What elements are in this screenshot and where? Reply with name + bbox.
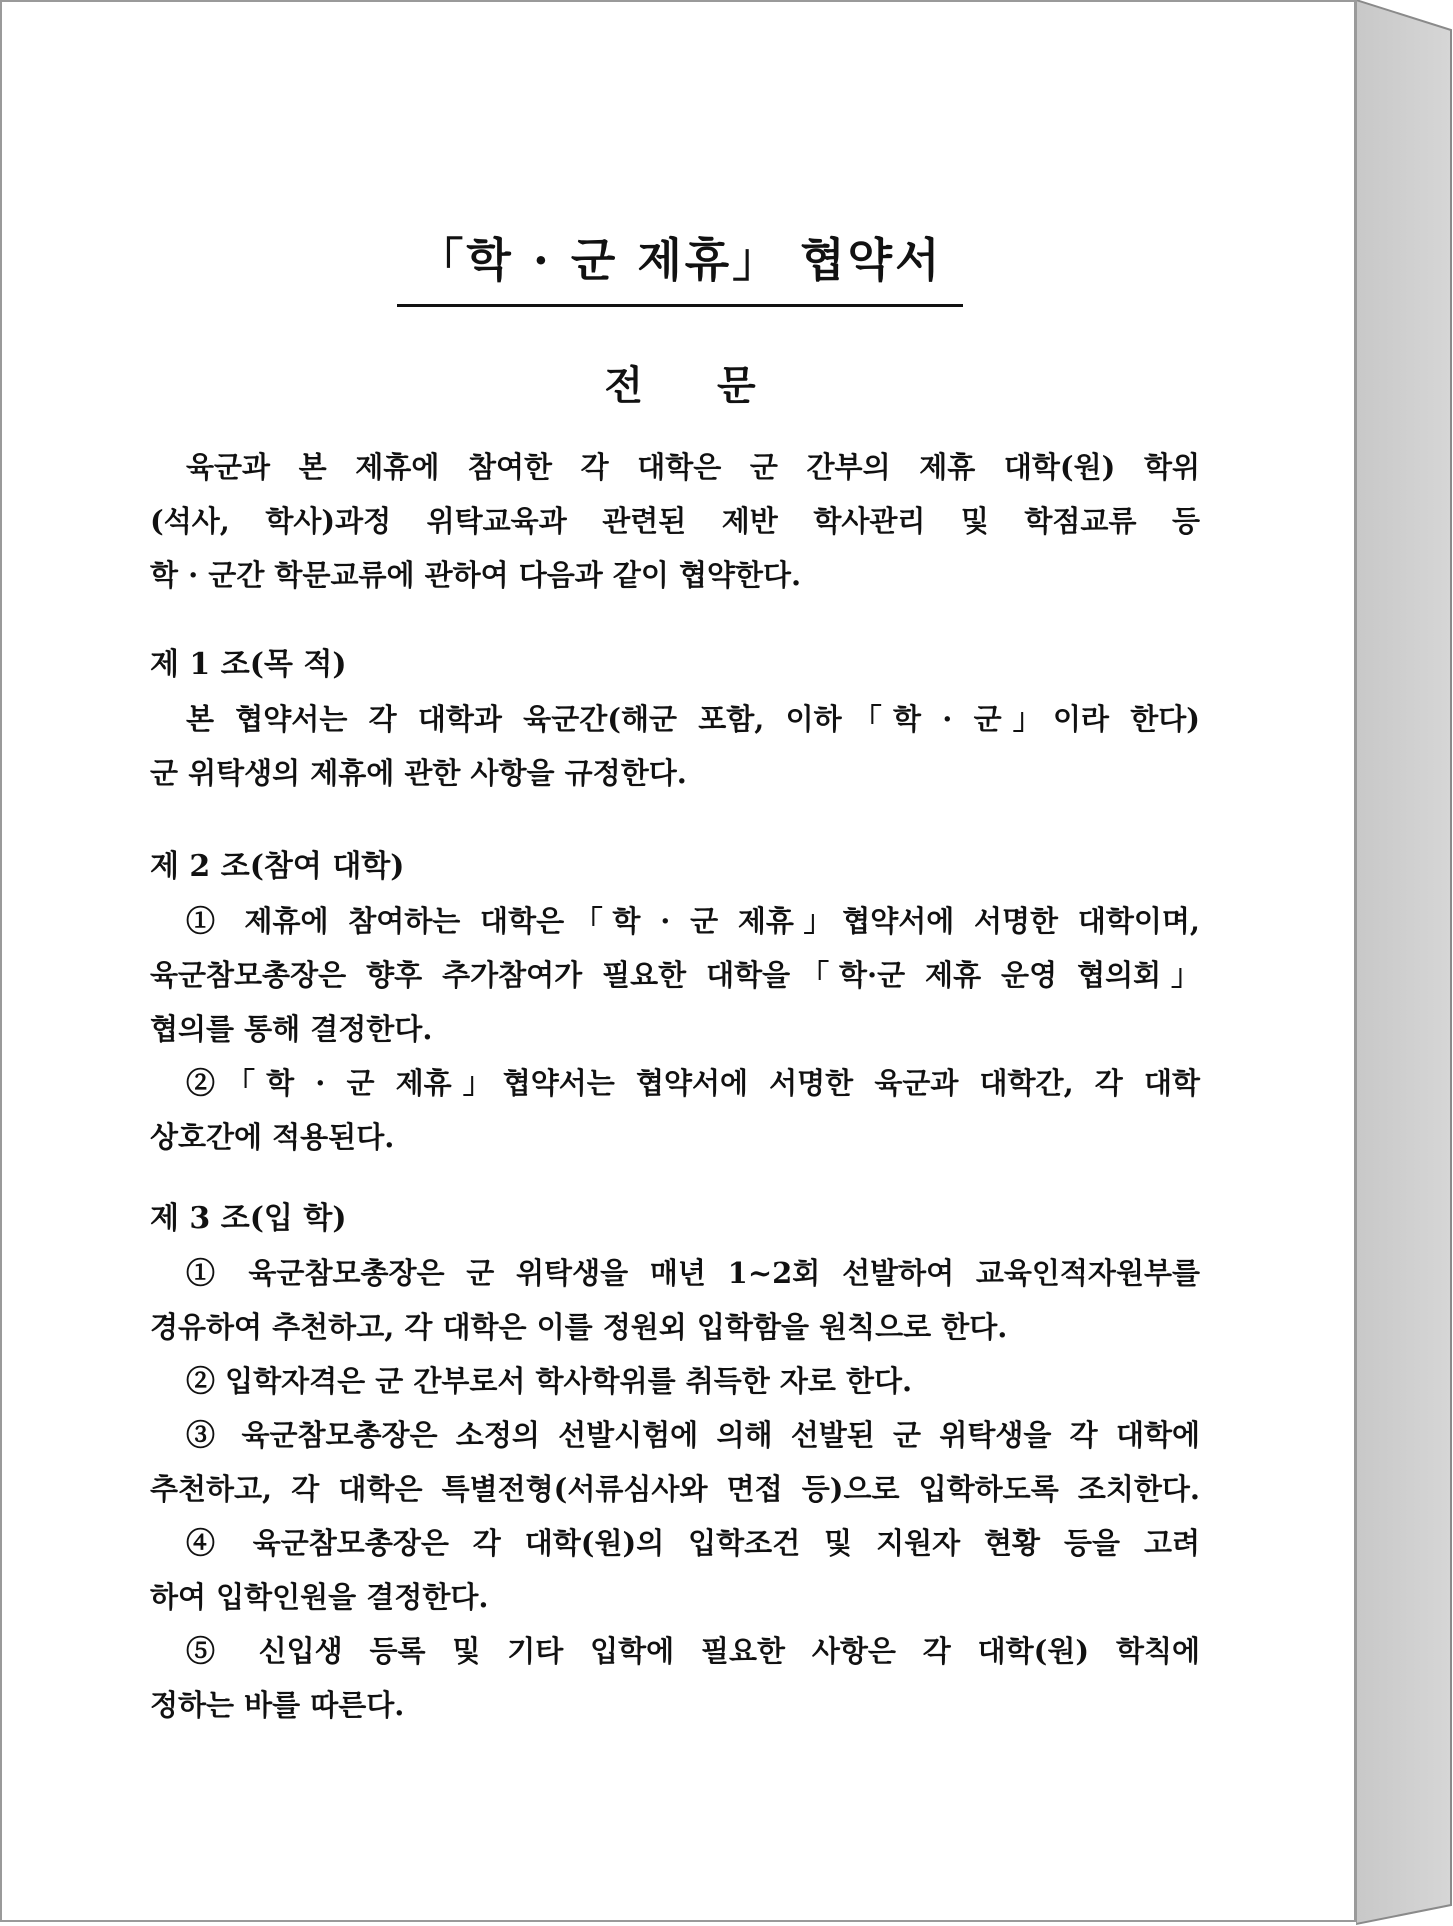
article-1-heading: 제 1 조(목 적) xyxy=(150,647,347,682)
article-line: 경유하여 추천하고, 각 대학은 이를 정원외 입학함을 원칙으로 한다. xyxy=(150,1310,1008,1344)
article-line: ②「학 · 군 제휴」협약서는 협약서에 서명한 육군과 대학간, 각 대학 xyxy=(186,1066,1200,1100)
document-title: 「학 · 군 제휴」 협약서 xyxy=(397,224,962,307)
article-2 xyxy=(150,840,1200,1164)
preamble-heading: 전 문 xyxy=(604,362,756,409)
article-line: ③ 육군참모총장은 소정의 선발시험에 의해 선발된 군 위탁생을 각 대학에 xyxy=(186,1418,1200,1452)
article-2-heading: 제 2 조(참여 대학) xyxy=(150,849,405,884)
article-line: 추천하고, 각 대학은 특별전형(서류심사와 면접 등)으로 입학하도록 조치한다. xyxy=(150,1472,1200,1506)
article-line: 정하는 바를 따른다. xyxy=(150,1688,405,1722)
article-line: ① 제휴에 참여하는 대학은「학 · 군 제휴」협약서에 서명한 대학이며, xyxy=(186,904,1200,938)
article-line: ⑤ 신입생 등록 및 기타 입학에 필요한 사항은 각 대학(원) 학칙에 xyxy=(186,1634,1200,1668)
preamble-line: 학 · 군간 학문교류에 관하여 다음과 같이 협약한다. xyxy=(150,558,802,592)
article-3-heading: 제 3 조(입 학) xyxy=(150,1201,347,1236)
article-line: ① 육군참모총장은 군 위탁생을 매년 1~2회 선발하여 교육인적자원부를 xyxy=(186,1256,1200,1290)
preamble-line: (석사, 학사)과정 위탁교육과 관련된 제반 학사관리 및 학점교류 등 xyxy=(150,504,1200,538)
preamble-line: 육군과 본 제휴에 참여한 각 대학은 군 간부의 제휴 대학(원) 학위 xyxy=(186,450,1200,484)
title-container xyxy=(2,224,1358,307)
article-line: 협의를 통해 결정한다. xyxy=(150,1012,433,1046)
article-line: ④ 육군참모총장은 각 대학(원)의 입학조건 및 지원자 현황 등을 고려 xyxy=(186,1526,1200,1560)
article-line: 하여 입학인원을 결정한다. xyxy=(150,1580,489,1614)
booklet-edge xyxy=(1356,0,1453,1926)
article-line: 본 협약서는 각 대학과 육군간(해군 포함, 이하「학 · 군」이라 한다) xyxy=(186,702,1200,736)
article-line: ② 입학자격은 군 간부로서 학사학위를 취득한 자로 한다. xyxy=(186,1364,913,1398)
article-line: 육군참모총장은 향후 추가참여가 필요한 대학을「학·군 제휴 운영 협의회」 xyxy=(150,958,1200,992)
booklet-edge-graphic xyxy=(1356,0,1453,1926)
article-line: 군 위탁생의 제휴에 관한 사항을 규정한다. xyxy=(150,756,687,790)
article-1 xyxy=(150,638,1200,800)
preamble-paragraph xyxy=(150,440,1200,602)
article-line: 상호간에 적용된다. xyxy=(150,1120,395,1154)
article-3 xyxy=(150,1192,1200,1732)
